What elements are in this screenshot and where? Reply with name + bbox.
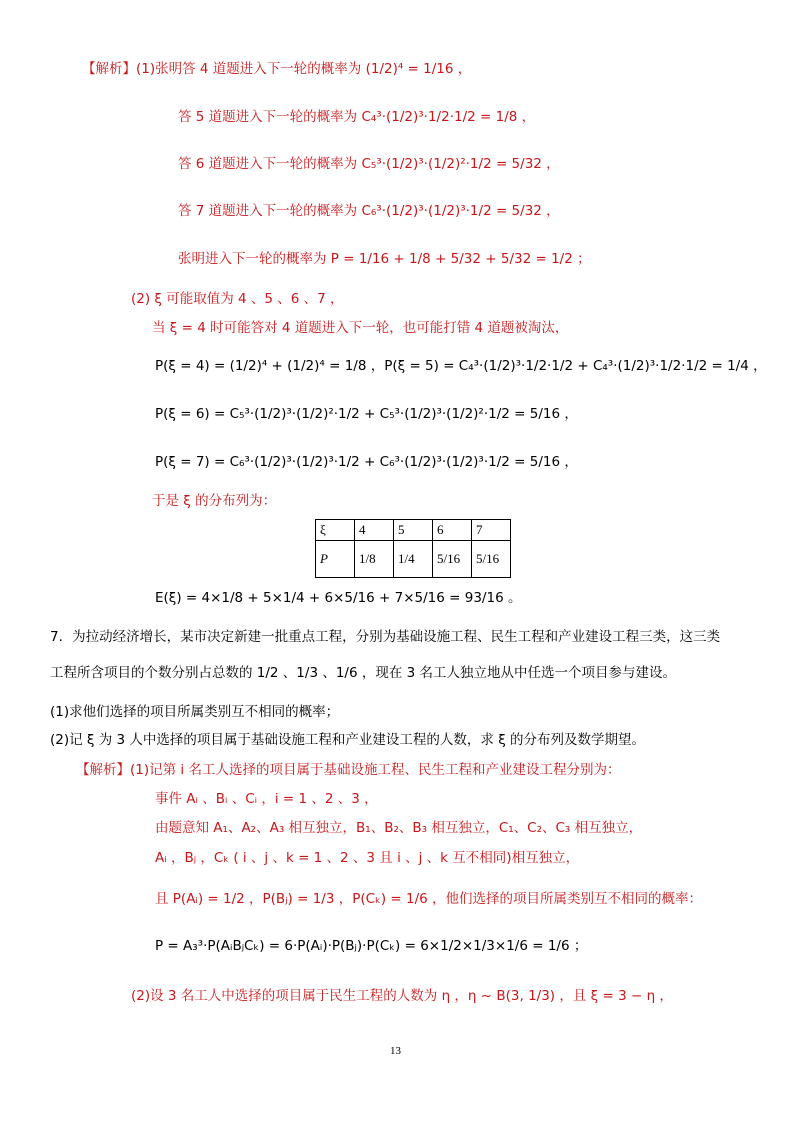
table-cell: 1/4 <box>394 541 433 578</box>
line-12: E(ξ) = 4×1/8 + 5×1/4 + 6×5/16 + 7×5/16 = 93/16 。 <box>155 590 522 606</box>
line-6: (2) ξ 可能取值为 4 、5 、6 、7 ， <box>131 291 344 307</box>
line-9: P(ξ = 6) = C₅³·(1/2)³·(1/2)²·1/2 + C₅³·(1/2)³·(1/2)²·1/2 = 5/16 ， <box>155 406 578 422</box>
line-21: 且 P(Aᵢ) = 1/2 ，P(Bⱼ) = 1/3 ，P(Cₖ) = 1/6 ，他们选择的项目所属类别互不相同的概率： <box>155 891 702 907</box>
table-header-cell: 5 <box>394 520 433 541</box>
table-cell: 5/16 <box>472 541 511 578</box>
line-13: 7．为拉动经济增长，某市决定新建一批重点工程，分别为基础设施工程、民生工程和产业建设工程三类，这三类 <box>50 629 721 645</box>
line-15: (1)求他们选择的项目所属类别互不相同的概率； <box>50 704 340 720</box>
line-7: 当 ξ = 4 时可能答对 4 道题进入下一轮，也可能打错 4 道题被淘汰， <box>152 320 569 336</box>
line-11: 于是 ξ 的分布列为： <box>152 493 277 509</box>
line-2: 答 5 道题进入下一轮的概率为 C₄³·(1/2)³·1/2·1/2 = 1/8 ， <box>178 109 536 125</box>
line-17: 【解析】(1)记第 i 名工人选择的项目属于基础设施工程、民生工程和产业建设工程分别为： <box>76 762 621 778</box>
table-cell: 5/16 <box>433 541 472 578</box>
line-19: 由题意知 A₁、A₂、A₃ 相互独立，B₁、B₂、B₃ 相互独立，C₁、C₂、C₃ 相互独立， <box>155 820 643 836</box>
line-1: 【解析】(1)张明答 4 道题进入下一轮的概率为 (1/2)⁴ = 1/16 ， <box>82 61 472 77</box>
table-cell: P <box>316 541 355 578</box>
line-3: 答 6 道题进入下一轮的概率为 C₅³·(1/2)³·(1/2)²·1/2 = 5/32 ， <box>178 156 560 172</box>
line-16: (2)记 ξ 为 3 人中选择的项目属于基础设施工程和产业建设工程的人数，求 ξ 的分布列及数学期望。 <box>50 732 646 748</box>
line-5: 张明进入下一轮的概率为 P = 1/16 + 1/8 + 5/32 + 5/32 = 1/2 ； <box>178 251 591 267</box>
table-header-cell: 6 <box>433 520 472 541</box>
line-10: P(ξ = 7) = C₆³·(1/2)³·(1/2)³·1/2 + C₆³·(1/2)³·(1/2)³·1/2 = 5/16 ， <box>155 454 578 470</box>
distribution-table <box>315 519 511 578</box>
line-22: P = A₃³·P(AᵢBⱼCₖ) = 6·P(Aᵢ)·P(Bⱼ)·P(Cₖ) = 6×1/2×1/3×1/6 = 1/6 ； <box>155 938 588 954</box>
table-header-cell: 4 <box>355 520 394 541</box>
table-cell: 1/8 <box>355 541 394 578</box>
line-4: 答 7 道题进入下一轮的概率为 C₆³·(1/2)³·(1/2)³·1/2 = 5/32 ， <box>178 203 560 219</box>
line-8: P(ξ = 4) = (1/2)⁴ + (1/2)⁴ = 1/8 ，P(ξ = 5) = C₄³·(1/2)³·1/2·1/2 + C₄³·(1/2)³·1/2·1/2 = 1/4 ， <box>155 358 767 374</box>
table-header-cell: 7 <box>472 520 511 541</box>
page-number: 13 <box>390 1045 401 1057</box>
line-20: Aᵢ ，Bⱼ ，Cₖ ( i 、j 、k = 1 、2 、3 且 i 、j 、k 互不相同)相互独立， <box>155 850 580 866</box>
line-18: 事件 Aᵢ 、Bᵢ 、Cᵢ ，i = 1 、2 、3 ， <box>155 791 378 807</box>
table-header-cell: ξ <box>316 520 355 541</box>
line-14: 工程所含项目的个数分别占总数的 1/2 、1/3 、1/6 ，现在 3 名工人独立地从中任选一个项目参与建设。 <box>50 665 677 681</box>
line-23: (2)设 3 名工人中选择的项目属于民生工程的人数为 η ，η ~ B(3, 1/3) ，且 ξ = 3 − η ， <box>131 988 673 1004</box>
